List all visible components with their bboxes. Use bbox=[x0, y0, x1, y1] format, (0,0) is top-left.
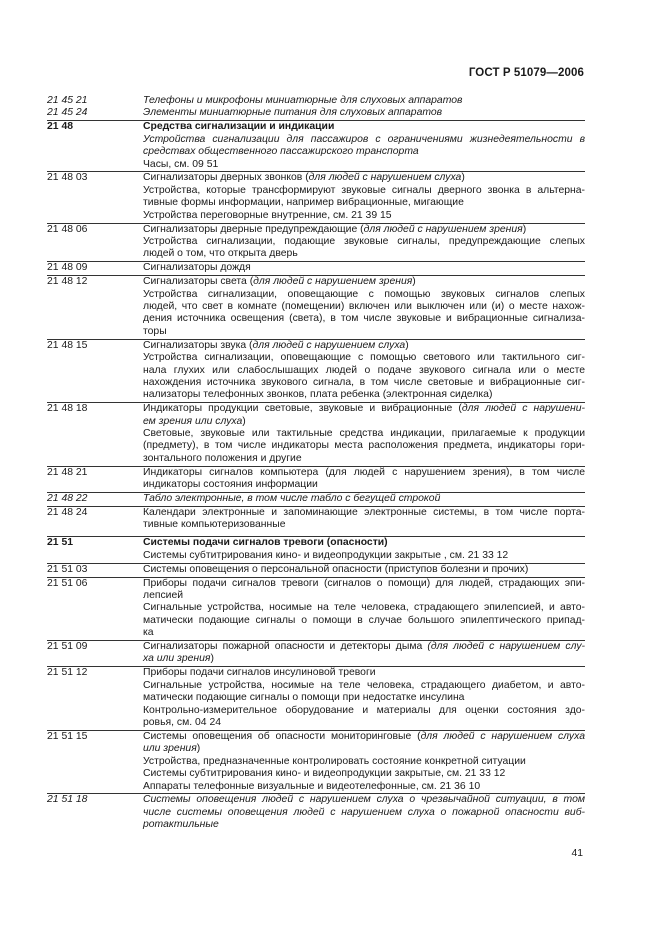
entry-code: 21 48 bbox=[47, 121, 74, 133]
entry-text bbox=[143, 403, 585, 465]
entry-line: средствах общественного пассажирского транспорта bbox=[143, 146, 419, 158]
entry-line-segment: для людей с нарушением слуха bbox=[308, 172, 462, 184]
entry-text bbox=[143, 493, 585, 505]
entry-line bbox=[143, 276, 585, 288]
entry-text bbox=[143, 731, 585, 793]
entry-line: Приборы подачи сигналов инсулиновой тревоги bbox=[143, 667, 376, 679]
entry-code: 21 51 09 bbox=[47, 641, 88, 653]
entry-code: 21 48 21 bbox=[47, 466, 88, 478]
entry-line: Устройства сигнализации, оповещающие с помощью светового или тактильного сиг- bbox=[143, 352, 585, 364]
entry-code: 21 48 24 bbox=[47, 507, 88, 518]
entry-text bbox=[143, 340, 585, 402]
entry-line-segment: для людей с нарушением слуха bbox=[420, 730, 585, 742]
document-header: ГОСТ Р 51079—2006 bbox=[468, 67, 584, 79]
entry-line bbox=[143, 743, 585, 755]
entry-line-segment: Сигнализаторы звука ( bbox=[143, 339, 253, 351]
entry-line: тивные формы информации, например вибрационные, мигающие bbox=[143, 197, 464, 209]
entry-line: Системы оповещения людей с нарушением слуха о чрезвычайной ситуации, в том bbox=[143, 794, 585, 806]
page-number: 41 bbox=[571, 848, 583, 859]
entry-line-segment: Сигнализаторы дверные предупреждающие ( bbox=[143, 223, 364, 235]
classification-entry bbox=[47, 577, 585, 640]
entry-code: 21 48 12 bbox=[47, 276, 88, 288]
entry-line-segment: (для людей с нарушением слу- bbox=[427, 641, 585, 653]
classification-entry bbox=[47, 640, 585, 666]
entry-line: ротактильные bbox=[143, 819, 219, 831]
entry-line: людей о том, что открыта дверь bbox=[143, 248, 298, 260]
classification-entry bbox=[47, 536, 585, 562]
entry-code: 21 51 06 bbox=[47, 577, 88, 589]
entry-code: 21 51 12 bbox=[47, 667, 88, 679]
entry-line bbox=[143, 172, 585, 184]
classification-entry bbox=[47, 793, 585, 831]
entry-text bbox=[143, 262, 585, 274]
entry-line-segment: ) bbox=[196, 743, 201, 755]
entry-line-segment: Сигнализаторы света ( bbox=[143, 276, 254, 288]
entry-line-segment: ) bbox=[210, 653, 214, 665]
entry-line: Системы подачи сигналов тревоги (опасности) bbox=[143, 537, 388, 549]
entry-line: Контрольно-измерительное оборудование и материалы для оценки состояния здо- bbox=[143, 704, 585, 716]
entry-line: Системы субтитрирования кино- и видеопродукции закрытые , см. 21 33 12 bbox=[143, 549, 509, 561]
classification-list bbox=[47, 95, 585, 832]
entry-line: нахождения источника звукового сигнала, в том числе световые и вибрационные сиг- bbox=[143, 376, 585, 388]
entry-line: Устройства сигнализации, подающие звуковые сигналы, предупреждающие слепых bbox=[143, 235, 585, 247]
classification-entry bbox=[47, 120, 585, 171]
entry-line: Аппараты телефонные визуальные и видеотелефонные, см. 21 36 10 bbox=[143, 780, 481, 792]
entry-line: числе системы оповещения людей с нарушением слуха о пожарной опасности виб- bbox=[143, 806, 585, 818]
entry-text bbox=[143, 107, 585, 119]
entry-line: Устройства, которые трансформируют звуковые сигналы дверного звонка в альтерна- bbox=[143, 184, 585, 196]
entry-line-segment: Сигнализаторы пожарной опасности и детекторы дыма bbox=[143, 641, 428, 653]
entry-line bbox=[143, 731, 585, 743]
entry-line-segment: для людей с нарушением слуха bbox=[252, 339, 406, 351]
entry-code: 21 51 03 bbox=[47, 563, 88, 575]
entry-line: Сигнальные устройства, носимые на теле человека, страдающего диабетом, и авто- bbox=[143, 679, 585, 691]
entry-text bbox=[143, 172, 585, 222]
classification-entry bbox=[47, 95, 585, 107]
entry-line-segment: для людей с нарушением зрения bbox=[363, 223, 523, 235]
entry-line: матически подающие сигналы о помощи при недостатке инсулина bbox=[143, 692, 465, 704]
entry-line: Приборы подачи сигналов тревоги (сигналов о помощи) для людей, страдающих эпи- bbox=[143, 577, 585, 589]
entry-line: Сигнализаторы дождя bbox=[143, 262, 251, 274]
entry-line: Телефоны и микрофоны миниатюрные для слуховых аппаратов bbox=[143, 95, 463, 106]
entry-code: 21 48 03 bbox=[47, 172, 88, 184]
entry-text bbox=[143, 224, 585, 261]
entry-line bbox=[143, 403, 585, 415]
entry-text bbox=[143, 467, 585, 492]
classification-entry bbox=[47, 402, 585, 465]
classification-entry bbox=[47, 730, 585, 793]
classification-entry bbox=[47, 223, 585, 261]
entry-line: торы bbox=[143, 325, 167, 337]
entry-code: 21 45 21 bbox=[47, 95, 88, 106]
entry-line: Системы оповещения о персональной опасности (приступов болезни и прочих) bbox=[143, 563, 529, 575]
entry-line: матически подающие сигналы о помощи в случае большого эпилептического припад- bbox=[143, 614, 585, 626]
entry-line: зонтального положения и другие bbox=[143, 452, 302, 464]
classification-entry bbox=[47, 171, 585, 222]
entry-line bbox=[143, 641, 585, 653]
entry-text bbox=[143, 121, 585, 171]
entry-line: ка bbox=[143, 627, 154, 639]
entry-line bbox=[143, 340, 585, 352]
entry-line-segment: Сигнализаторы дверных звонков ( bbox=[143, 172, 309, 184]
entry-line-segment: для людей с нарушени- bbox=[461, 403, 585, 415]
classification-entry bbox=[47, 466, 585, 492]
entry-line: Системы субтитрирования кино- и видеопродукции закрытые, см. 21 33 12 bbox=[143, 768, 506, 780]
entry-line-segment: или зрения bbox=[143, 743, 197, 755]
classification-entry bbox=[47, 107, 585, 119]
entry-code: 21 48 06 bbox=[47, 223, 88, 235]
entry-line-segment: ) bbox=[412, 276, 416, 288]
entry-line: Устройства, предназначенные контролировать состояние конкретной ситуации bbox=[143, 755, 526, 767]
entry-text bbox=[143, 276, 585, 338]
entry-line: лепсией bbox=[143, 589, 184, 601]
entry-line: Устройства переговорные внутренние, см. 21 39 15 bbox=[143, 209, 392, 221]
entry-text bbox=[143, 507, 585, 532]
classification-entry bbox=[47, 492, 585, 505]
entry-text bbox=[143, 95, 585, 107]
entry-line-segment: ха или зрения bbox=[143, 653, 211, 665]
entry-line: дения источника освещения (света), в том числе звуковые и вибрационные сигнализа- bbox=[143, 313, 585, 325]
entry-line-segment: для людей с нарушением зрения bbox=[253, 276, 413, 288]
classification-entry bbox=[47, 275, 585, 338]
classification-entry bbox=[47, 261, 585, 274]
classification-entry bbox=[47, 506, 585, 532]
entry-code: 21 51 18 bbox=[47, 794, 88, 806]
entry-line bbox=[143, 224, 585, 236]
entry-text bbox=[143, 564, 585, 576]
entry-text bbox=[143, 641, 585, 666]
entry-line: Элементы миниатюрные питания для слуховых аппаратов bbox=[143, 107, 443, 119]
entry-line-segment: ) bbox=[405, 339, 409, 351]
entry-line-segment: ) bbox=[461, 172, 465, 184]
classification-entry bbox=[47, 339, 585, 402]
entry-line: Устройства сигнализации для пассажиров с ограничениями жизнедеятельности в bbox=[143, 133, 585, 145]
entry-line: Устройства сигнализации, оповещающие с помощью звуковых сигналов слепых bbox=[143, 288, 585, 300]
entry-line: Сигнальные устройства, носимые на теле человека, страдающего эпилепсией, и авто- bbox=[143, 602, 585, 614]
entry-code: 21 45 24 bbox=[47, 107, 88, 119]
entry-code: 21 48 09 bbox=[47, 262, 88, 274]
entry-line: нализаторы телефонных звонков, плата ребенка (электронная сиделка) bbox=[143, 389, 493, 401]
entry-line-segment: ) bbox=[242, 415, 246, 427]
entry-code: 21 51 15 bbox=[47, 730, 88, 742]
entry-line: Световые, звуковые или тактильные средства индикации, прилагаемые к продукции bbox=[143, 428, 585, 440]
entry-line-segment: ) bbox=[522, 223, 527, 235]
entry-text bbox=[143, 578, 585, 640]
entry-line-segment: Индикаторы продукции световые, звуковые и вибрационные ( bbox=[143, 403, 462, 415]
entry-line: Средства сигнализации и индикации bbox=[143, 121, 335, 133]
entry-line: Табло электронные, в том числе табло с бегущей строкой bbox=[143, 493, 441, 505]
section-gap bbox=[47, 532, 585, 536]
entry-line: людей, что свет в комнате (помещении) включен или выключен или (и) о месте нахож- bbox=[143, 301, 585, 312]
entry-line bbox=[143, 416, 585, 428]
entry-text bbox=[143, 667, 585, 729]
entry-text bbox=[143, 537, 585, 562]
classification-entry bbox=[47, 666, 585, 729]
entry-line-segment: Системы оповещения об опасности мониторинговые ( bbox=[143, 730, 421, 742]
entry-line: индикаторы состояния информации bbox=[143, 479, 318, 491]
entry-line: тивные компьютеризованные bbox=[143, 519, 286, 531]
entry-code: 21 51 bbox=[47, 537, 74, 549]
entry-line: Календари электронные и запоминающие электронные системы, в том числе порта- bbox=[143, 507, 585, 518]
entry-code: 21 48 18 bbox=[47, 403, 88, 415]
entry-code: 21 48 15 bbox=[47, 339, 88, 351]
entry-line: Индикаторы сигналов компьютера (для людей с нарушением зрения), в том числе bbox=[143, 466, 585, 478]
entry-code: 21 48 22 bbox=[47, 493, 88, 505]
entry-line: нала глухих или слабослышащих людей о подаче звукового сигнала или о месте bbox=[143, 364, 585, 376]
entry-line: Часы, см. 09 51 bbox=[143, 158, 219, 170]
classification-entry bbox=[47, 563, 585, 576]
entry-line: ровья, см. 04 24 bbox=[143, 717, 222, 728]
entry-line bbox=[143, 653, 585, 665]
entry-line-segment: ем зрения или слуха bbox=[143, 415, 243, 427]
entry-line: (предмету), в том числе индикаторы места расположения предмета, индикаторы гори- bbox=[143, 440, 585, 452]
entry-text bbox=[143, 794, 585, 831]
